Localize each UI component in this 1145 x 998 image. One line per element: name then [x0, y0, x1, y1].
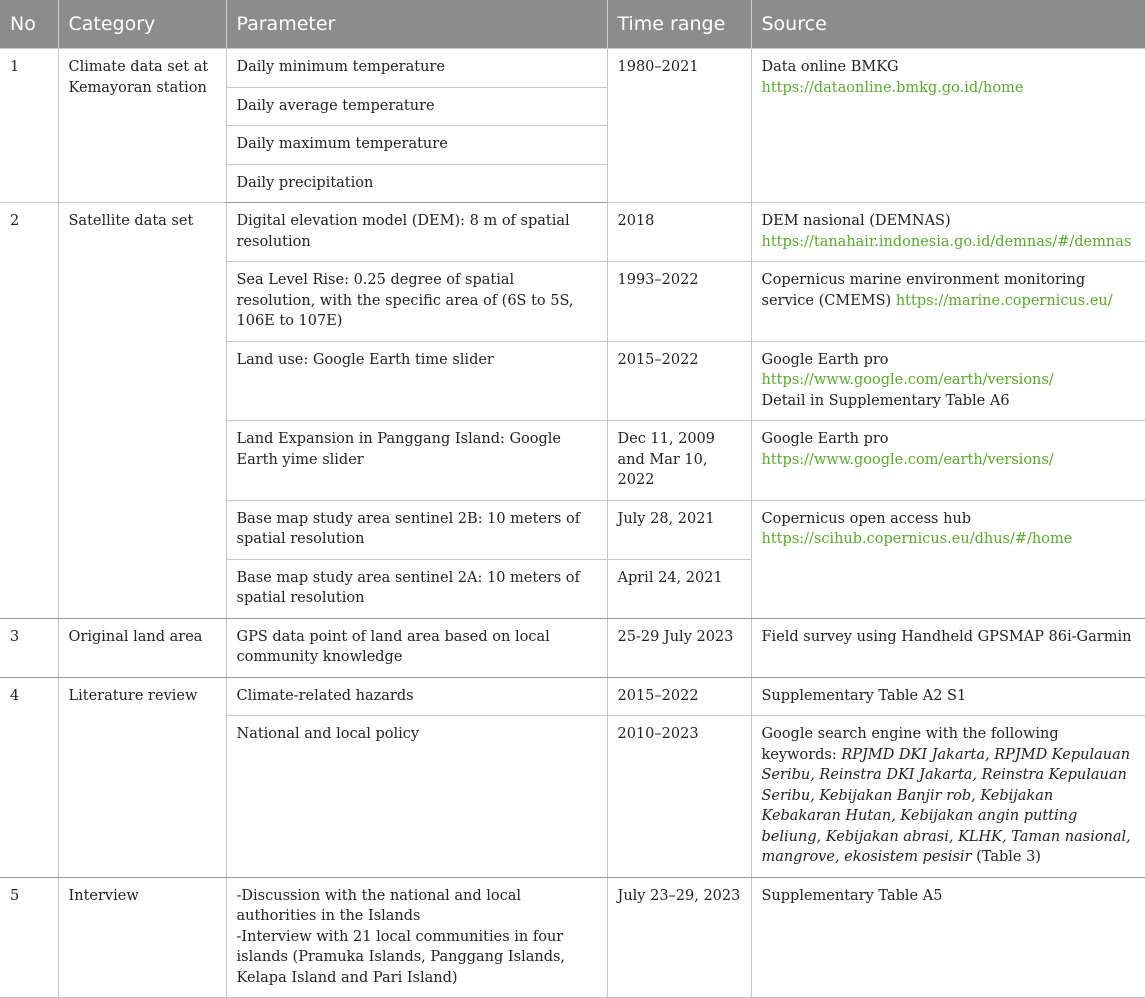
parameter-cell: Climate-related hazards: [226, 677, 607, 716]
table-row: [0, 677, 1145, 716]
source-note: Detail in Supplementary Table A6: [761, 392, 1010, 409]
parameter-line: -Interview with 21 local communities in four islands (Pramuka Islands, Panggang Islands, Kelapa Island and Pari Island): [236, 928, 566, 986]
parameter-cell: Base map study area sentinel 2B: 10 meters of spatial resolution: [226, 500, 607, 559]
source-cell: [751, 716, 1145, 878]
time-range-cell: 1993–2022: [607, 262, 751, 342]
parameter-cell: Base map study area sentinel 2A: 10 meters of spatial resolution: [226, 559, 607, 618]
category-cell: Satellite data set: [58, 203, 226, 619]
header-category: Category: [58, 0, 226, 49]
source-cell: [751, 421, 1145, 501]
category-cell: Climate data set at Kemayoran station: [58, 49, 226, 203]
source-text: Copernicus marine environment monitoring service (CMEMS): [761, 272, 1086, 309]
source-text: Data online BMKG: [761, 59, 899, 75]
row-number: 4: [0, 677, 58, 877]
source-link[interactable]: https://scihub.copernicus.eu/dhus/#/home: [761, 531, 1073, 547]
source-cell: [751, 203, 1145, 262]
table-row: [0, 49, 1145, 88]
parameter-cell: Daily precipitation: [226, 164, 607, 203]
header-parameter: Parameter: [226, 0, 607, 49]
time-range-cell: July 23–29, 2023: [607, 877, 751, 998]
source-cell: Supplementary Table A2 S1: [751, 677, 1145, 716]
table-header: [0, 0, 1145, 49]
source-cell: [751, 500, 1145, 618]
source-link[interactable]: https://tanahair.indonesia.go.id/demnas/#/demnas: [761, 233, 1132, 250]
parameter-cell: Land use: Google Earth time slider: [226, 341, 607, 421]
time-range-cell: 2018: [607, 203, 751, 262]
source-link[interactable]: https://dataonline.bmkg.go.id/home: [761, 79, 1024, 96]
time-range-cell: 2010–2023: [607, 716, 751, 878]
source-link[interactable]: https://www.google.com/earth/versions/: [761, 372, 1054, 388]
time-range-cell: July 28, 2021: [607, 500, 751, 559]
source-text: Copernicus open access hub: [761, 510, 972, 527]
parameter-cell: National and local policy: [226, 716, 607, 878]
row-number: 5: [0, 877, 58, 998]
source-text: DEM nasional (DEMNAS): [761, 213, 951, 229]
row-number: 1: [0, 49, 58, 203]
source-link[interactable]: https://www.google.com/earth/versions/: [761, 451, 1054, 468]
source-text: Google search engine with the following keywords:: [761, 726, 1059, 763]
source-text: Google Earth pro: [761, 431, 889, 447]
source-keywords: RPJMD DKI Jakarta, RPJMD Kepulauan Seribu, Reinstra DKI Jakarta, Reinstra Kepulauan Seribu, Kebijakan Banjir rob, Kebijakan Kebakaran Hutan, Kebijakan angin putting beliung, Kebijakan abrasi, KLHK, Taman nasional, mangrove, ekosistem pesisir: [761, 746, 1131, 865]
source-link[interactable]: https://marine.copernicus.eu/: [895, 292, 1113, 309]
category-cell: Interview: [58, 877, 226, 998]
parameter-cell: Digital elevation model (DEM): 8 m of spatial resolution: [226, 203, 607, 262]
time-range-cell: 25-29 July 2023: [607, 618, 751, 677]
time-range-cell: April 24, 2021: [607, 559, 751, 618]
table-row: [0, 877, 1145, 998]
parameter-cell: Daily maximum temperature: [226, 126, 607, 165]
row-number: 3: [0, 618, 58, 677]
parameter-cell: [226, 877, 607, 998]
time-range-cell: 2015–2022: [607, 677, 751, 716]
source-note: (Table 3): [976, 849, 1041, 865]
parameter-cell: Sea Level Rise: 0.25 degree of spatial resolution, with the specific area of (6S to 5S, 106E to 107E): [226, 262, 607, 342]
parameter-cell: Daily minimum temperature: [226, 49, 607, 88]
parameter-cell: Land Expansion in Panggang Island: Google Earth yime slider: [226, 421, 607, 501]
time-range-cell: 2015–2022: [607, 341, 751, 421]
time-range-cell: Dec 11, 2009 and Mar 10, 2022: [607, 421, 751, 501]
source-cell: [751, 262, 1145, 342]
source-cell: Supplementary Table A5: [751, 877, 1145, 998]
table-body: [0, 49, 1145, 998]
row-number: 2: [0, 203, 58, 619]
header-row: [0, 0, 1145, 49]
time-range-cell: 1980–2021: [607, 49, 751, 203]
category-cell: Literature review: [58, 677, 226, 877]
header-source: Source: [751, 0, 1145, 49]
source-cell: [751, 49, 1145, 203]
table-row: [0, 203, 1145, 262]
header-no: No: [0, 0, 58, 49]
source-cell: Field survey using Handheld GPSMAP 86i-Garmin: [751, 618, 1145, 677]
parameter-cell: Daily average temperature: [226, 87, 607, 126]
source-text: Google Earth pro: [761, 351, 889, 368]
category-cell: Original land area: [58, 618, 226, 677]
table-row: [0, 618, 1145, 677]
header-time-range: Time range: [607, 0, 751, 49]
source-cell: [751, 341, 1145, 421]
parameter-line: -Discussion with the national and local authorities in the Islands: [236, 887, 521, 924]
parameter-cell: GPS data point of land area based on local community knowledge: [226, 618, 607, 677]
